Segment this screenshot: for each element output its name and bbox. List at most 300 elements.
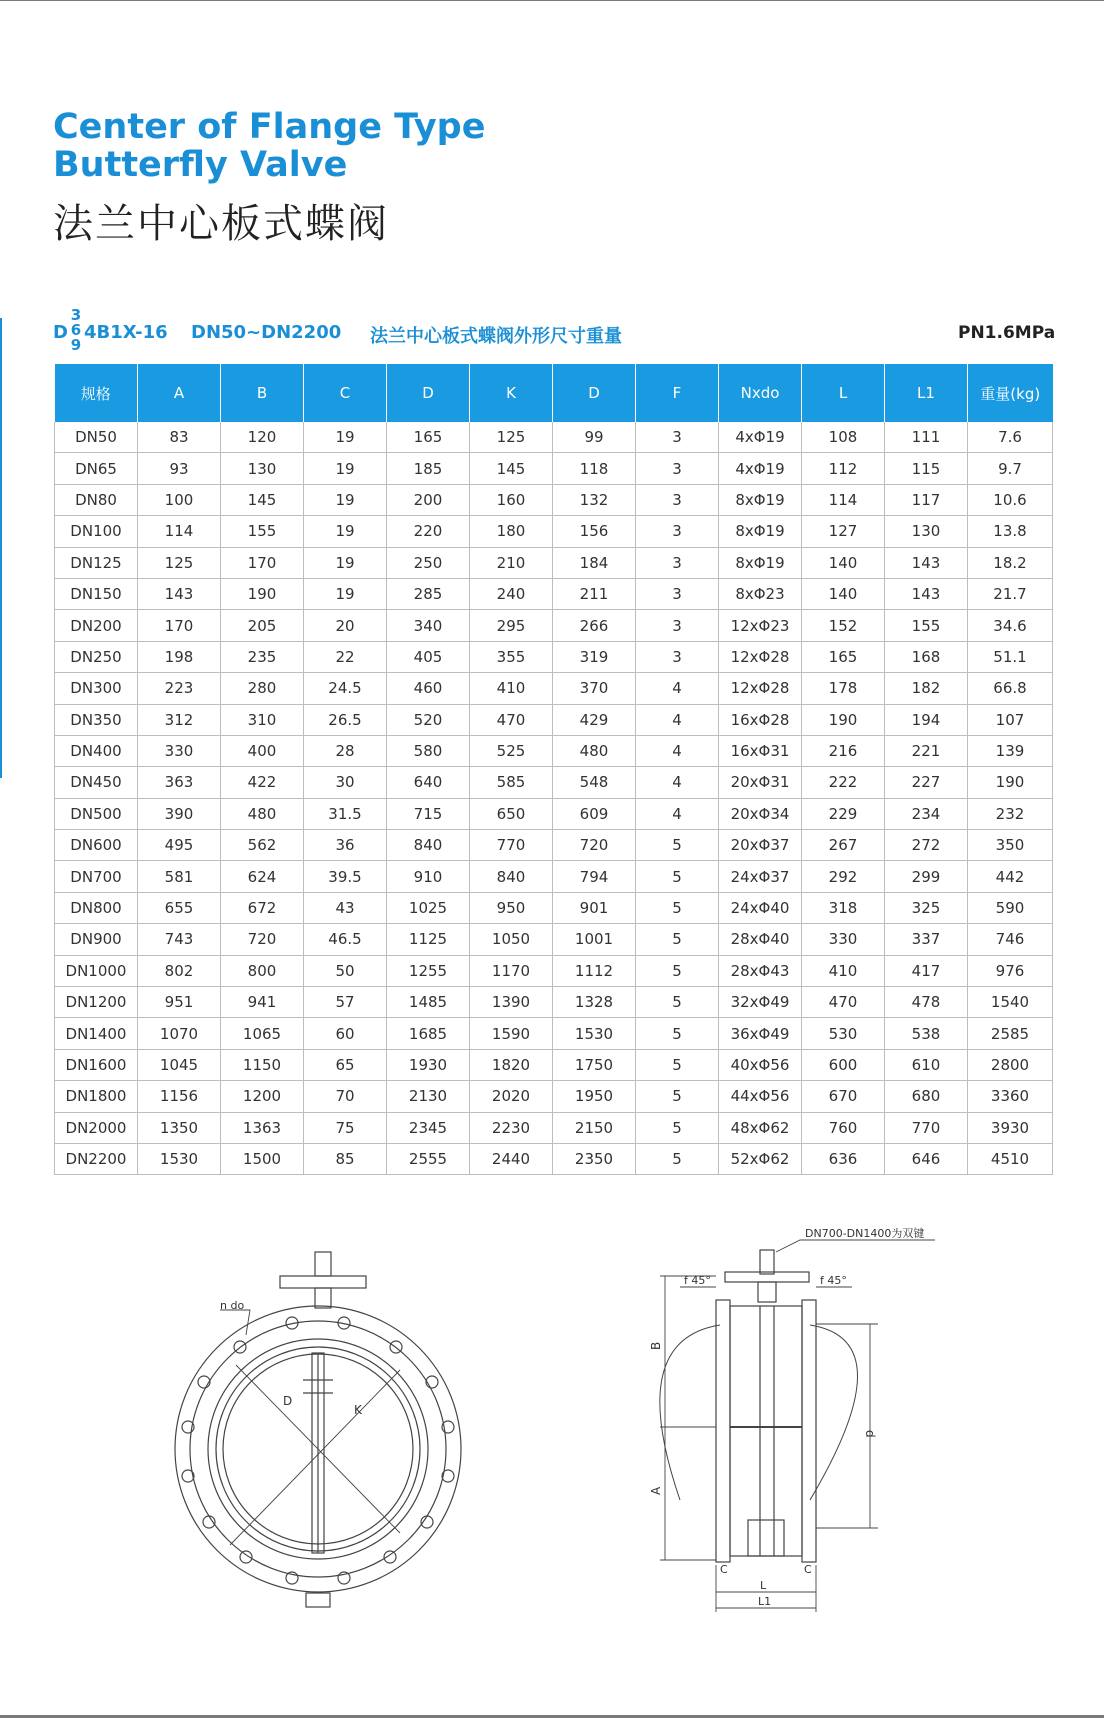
table-cell: 350 <box>968 830 1053 861</box>
table-cell: 50 <box>304 955 387 986</box>
table-cell: 117 <box>885 484 968 515</box>
table-cell: 715 <box>387 798 470 829</box>
table-cell: 538 <box>885 1018 968 1049</box>
table-cell: 525 <box>470 735 553 766</box>
table-row <box>55 955 1053 986</box>
table-row <box>55 422 1053 453</box>
table-cell: 165 <box>802 641 885 672</box>
table-cell: 108 <box>802 422 885 453</box>
table-cell: DN600 <box>55 830 138 861</box>
table-cell: 5 <box>636 955 719 986</box>
table-cell: DN2200 <box>55 1143 138 1174</box>
model-range: DN50~DN2200 <box>191 322 342 343</box>
table-cell: 184 <box>553 547 636 578</box>
column-header: D <box>553 364 636 422</box>
table-cell: 112 <box>802 453 885 484</box>
table-cell: 951 <box>138 987 221 1018</box>
table-cell: 2585 <box>968 1018 1053 1049</box>
table-cell: DN400 <box>55 735 138 766</box>
table-cell: DN800 <box>55 892 138 923</box>
table-cell: 232 <box>968 798 1053 829</box>
table-cell: 111 <box>885 422 968 453</box>
table-cell: 5 <box>636 861 719 892</box>
table-cell: 1112 <box>553 955 636 986</box>
table-cell: 460 <box>387 673 470 704</box>
table-cell: 530 <box>802 1018 885 1049</box>
table-cell: DN350 <box>55 704 138 735</box>
table-cell: 581 <box>138 861 221 892</box>
table-cell: 44xΦ56 <box>719 1081 802 1112</box>
table-cell: 210 <box>470 547 553 578</box>
side-stem-top <box>760 1250 774 1274</box>
model-description: 法兰中心板式蝶阀外形尺寸重量 <box>370 326 622 347</box>
table-cell: 140 <box>802 578 885 609</box>
table-cell: 480 <box>221 798 304 829</box>
table-cell: 1750 <box>553 1049 636 1080</box>
table-row <box>55 673 1053 704</box>
label-L: L <box>760 1579 767 1592</box>
table-cell: 21.7 <box>968 578 1053 609</box>
model-prefix: D <box>53 322 68 343</box>
table-cell: 770 <box>885 1112 968 1143</box>
ndo-leader <box>220 1310 250 1335</box>
table-cell: 390 <box>138 798 221 829</box>
table-cell: 205 <box>221 610 304 641</box>
table-cell: 155 <box>885 610 968 641</box>
table-cell: 1328 <box>553 987 636 1018</box>
table-cell: 266 <box>553 610 636 641</box>
table-cell: 190 <box>968 767 1053 798</box>
table-cell: 417 <box>885 955 968 986</box>
label-D: D <box>283 1394 293 1408</box>
table-cell: 4 <box>636 798 719 829</box>
table-cell: 5 <box>636 1112 719 1143</box>
table-cell: 480 <box>553 735 636 766</box>
table-cell: 636 <box>802 1143 885 1174</box>
table-row <box>55 704 1053 735</box>
table-cell: 19 <box>304 422 387 453</box>
table-cell: 52xΦ62 <box>719 1143 802 1174</box>
title-en-line2: Butterfly Valve <box>53 145 348 185</box>
table-cell: 355 <box>470 641 553 672</box>
title-chinese: 法兰中心板式蝶阀 <box>53 201 389 247</box>
table-cell: 410 <box>470 673 553 704</box>
label-C-left: C <box>720 1563 728 1576</box>
model-stack-bottom: 9 <box>70 336 82 354</box>
table-row <box>55 1081 1053 1112</box>
table-cell: 1590 <box>470 1018 553 1049</box>
table-cell: 127 <box>802 516 885 547</box>
table-cell: DN1400 <box>55 1018 138 1049</box>
table-cell: 2800 <box>968 1049 1053 1080</box>
table-cell: 75 <box>304 1112 387 1143</box>
table-cell: 19 <box>304 453 387 484</box>
bottom-hub <box>748 1520 784 1556</box>
body <box>730 1306 802 1556</box>
table-cell: 1685 <box>387 1018 470 1049</box>
table-cell: 57 <box>304 987 387 1018</box>
table-cell: DN300 <box>55 673 138 704</box>
label-f45-right: f 45° <box>820 1274 847 1287</box>
table-cell: DN1800 <box>55 1081 138 1112</box>
table-row <box>55 987 1053 1018</box>
left-flange <box>716 1300 730 1562</box>
table-row <box>55 892 1053 923</box>
table-cell: 178 <box>802 673 885 704</box>
table-cell: 478 <box>885 987 968 1018</box>
table-cell: 211 <box>553 578 636 609</box>
table-cell: 51.1 <box>968 641 1053 672</box>
table-cell: 198 <box>138 641 221 672</box>
table-cell: 720 <box>553 830 636 861</box>
table-cell: 1025 <box>387 892 470 923</box>
column-header: L1 <box>885 364 968 422</box>
table-cell: 330 <box>138 735 221 766</box>
table-cell: 1125 <box>387 924 470 955</box>
technical-drawings <box>0 1170 1104 1710</box>
table-cell: 155 <box>221 516 304 547</box>
table-cell: 19 <box>304 578 387 609</box>
table-cell: 4 <box>636 767 719 798</box>
table-cell: 24xΦ40 <box>719 892 802 923</box>
spec-table-body <box>55 422 1053 1175</box>
table-cell: 13.8 <box>968 516 1053 547</box>
table-cell: 442 <box>968 861 1053 892</box>
table-cell: 223 <box>138 673 221 704</box>
table-cell: 3 <box>636 610 719 641</box>
table-cell: 168 <box>885 641 968 672</box>
table-cell: DN2000 <box>55 1112 138 1143</box>
table-cell: 840 <box>387 830 470 861</box>
table-cell: 48xΦ62 <box>719 1112 802 1143</box>
table-cell: 5 <box>636 987 719 1018</box>
table-row <box>55 641 1053 672</box>
table-cell: 1500 <box>221 1143 304 1174</box>
table-cell: 3 <box>636 516 719 547</box>
table-cell: 12xΦ23 <box>719 610 802 641</box>
table-cell: 43 <box>304 892 387 923</box>
table-cell: 548 <box>553 767 636 798</box>
table-cell: 143 <box>885 547 968 578</box>
table-cell: 16xΦ28 <box>719 704 802 735</box>
table-cell: 337 <box>885 924 968 955</box>
table-row <box>55 861 1053 892</box>
model-line <box>53 306 1056 354</box>
table-cell: 340 <box>387 610 470 641</box>
table-cell: 190 <box>802 704 885 735</box>
table-cell: 143 <box>885 578 968 609</box>
table-row <box>55 484 1053 515</box>
table-cell: 115 <box>885 453 968 484</box>
bolt-hole <box>442 1470 454 1482</box>
table-cell: 1065 <box>221 1018 304 1049</box>
table-cell: 976 <box>968 955 1053 986</box>
dimension-line-K <box>230 1370 400 1545</box>
column-header: 规格 <box>55 364 138 422</box>
table-cell: 1930 <box>387 1049 470 1080</box>
label-B: B <box>649 1341 663 1350</box>
column-header: 重量(kg) <box>968 364 1053 422</box>
table-row <box>55 453 1053 484</box>
table-cell: 422 <box>221 767 304 798</box>
table-cell: 280 <box>221 673 304 704</box>
bolt-hole <box>182 1470 194 1482</box>
table-cell: 85 <box>304 1143 387 1174</box>
column-header: K <box>470 364 553 422</box>
table-cell: 125 <box>470 422 553 453</box>
table-cell: 28 <box>304 735 387 766</box>
table-cell: DN125 <box>55 547 138 578</box>
pressure-rating: PN1.6MPa <box>958 323 1056 343</box>
table-cell: 680 <box>885 1081 968 1112</box>
column-header: C <box>304 364 387 422</box>
table-cell: 83 <box>138 422 221 453</box>
table-cell: 1350 <box>138 1112 221 1143</box>
table-cell: 370 <box>553 673 636 704</box>
table-row <box>55 547 1053 578</box>
table-cell: 229 <box>802 798 885 829</box>
column-header: L <box>802 364 885 422</box>
table-cell: 495 <box>138 830 221 861</box>
bolt-hole <box>198 1376 210 1388</box>
table-cell: 2555 <box>387 1143 470 1174</box>
table-cell: 4 <box>636 735 719 766</box>
table-cell: 170 <box>138 610 221 641</box>
table-cell: 1530 <box>138 1143 221 1174</box>
table-cell: 1530 <box>553 1018 636 1049</box>
table-cell: DN700 <box>55 861 138 892</box>
table-cell: 20 <box>304 610 387 641</box>
table-cell: 8xΦ19 <box>719 516 802 547</box>
label-A: A <box>649 1486 663 1495</box>
table-cell: 5 <box>636 892 719 923</box>
table-cell: 250 <box>387 547 470 578</box>
table-cell: 746 <box>968 924 1053 955</box>
column-header: B <box>221 364 304 422</box>
table-cell: DN500 <box>55 798 138 829</box>
table-cell: 794 <box>553 861 636 892</box>
table-cell: 66.8 <box>968 673 1053 704</box>
model-code: 4B1X-16 <box>84 322 168 343</box>
table-cell: 240 <box>470 578 553 609</box>
table-cell: 3 <box>636 422 719 453</box>
table-cell: 5 <box>636 1018 719 1049</box>
table-cell: 562 <box>221 830 304 861</box>
disc-arc <box>660 1325 858 1500</box>
table-cell: 8xΦ19 <box>719 484 802 515</box>
table-cell: 3360 <box>968 1081 1053 1112</box>
table-cell: 655 <box>138 892 221 923</box>
table-cell: 1070 <box>138 1018 221 1049</box>
table-cell: 170 <box>221 547 304 578</box>
table-cell: 4xΦ19 <box>719 422 802 453</box>
stem-top <box>315 1252 331 1276</box>
bottom-lug <box>306 1593 330 1607</box>
spec-table-header <box>55 364 1053 422</box>
table-cell: 1156 <box>138 1081 221 1112</box>
table-cell: 743 <box>138 924 221 955</box>
table-cell: 46.5 <box>304 924 387 955</box>
table-cell: 5 <box>636 1081 719 1112</box>
model-stack <box>70 308 82 353</box>
table-cell: 2020 <box>470 1081 553 1112</box>
table-cell: 672 <box>221 892 304 923</box>
table-row <box>55 767 1053 798</box>
table-cell: 140 <box>802 547 885 578</box>
table-cell: 670 <box>802 1081 885 1112</box>
label-C-right: C <box>804 1563 812 1576</box>
bolt-hole <box>426 1376 438 1388</box>
table-cell: 160 <box>470 484 553 515</box>
table-cell: 950 <box>470 892 553 923</box>
table-cell: 941 <box>221 987 304 1018</box>
table-cell: 650 <box>470 798 553 829</box>
table-cell: DN1000 <box>55 955 138 986</box>
table-cell: DN900 <box>55 924 138 955</box>
title-en-line1: Center of Flange Type <box>53 107 486 147</box>
table-row <box>55 578 1053 609</box>
table-cell: 26.5 <box>304 704 387 735</box>
table-cell: 222 <box>802 767 885 798</box>
table-cell: DN50 <box>55 422 138 453</box>
table-row <box>55 1049 1053 1080</box>
table-cell: 1150 <box>221 1049 304 1080</box>
table-cell: 221 <box>885 735 968 766</box>
column-header: D <box>387 364 470 422</box>
table-cell: 4xΦ19 <box>719 453 802 484</box>
table-cell: 3 <box>636 578 719 609</box>
table-cell: 318 <box>802 892 885 923</box>
table-cell: DN200 <box>55 610 138 641</box>
table-cell: 234 <box>885 798 968 829</box>
table-cell: 640 <box>387 767 470 798</box>
table-cell: 1255 <box>387 955 470 986</box>
table-cell: 770 <box>470 830 553 861</box>
right-flange <box>802 1300 816 1562</box>
table-cell: 182 <box>885 673 968 704</box>
table-cell: 285 <box>387 578 470 609</box>
table-cell: 36xΦ49 <box>719 1018 802 1049</box>
table-cell: 130 <box>221 453 304 484</box>
table-cell: 132 <box>553 484 636 515</box>
table-cell: 800 <box>221 955 304 986</box>
top-mounting-plate <box>280 1276 366 1288</box>
table-cell: 19 <box>304 484 387 515</box>
table-row <box>55 798 1053 829</box>
table-cell: 8xΦ23 <box>719 578 802 609</box>
table-cell: 19 <box>304 516 387 547</box>
table-cell: 39.5 <box>304 861 387 892</box>
table-cell: 20xΦ31 <box>719 767 802 798</box>
table-cell: 1363 <box>221 1112 304 1143</box>
table-cell: 9.7 <box>968 453 1053 484</box>
table-cell: 156 <box>553 516 636 547</box>
table-cell: 4 <box>636 704 719 735</box>
table-cell: 70 <box>304 1081 387 1112</box>
table-cell: 1540 <box>968 987 1053 1018</box>
table-cell: 24.5 <box>304 673 387 704</box>
table-cell: 185 <box>387 453 470 484</box>
table-row <box>55 1018 1053 1049</box>
table-cell: 2150 <box>553 1112 636 1143</box>
model-stack-mid: 6 <box>70 321 82 339</box>
table-cell: 60 <box>304 1018 387 1049</box>
stem-neck <box>315 1288 331 1308</box>
table-row <box>55 610 1053 641</box>
table-row <box>55 1112 1053 1143</box>
table-cell: 405 <box>387 641 470 672</box>
table-cell: 267 <box>802 830 885 861</box>
table-cell: 165 <box>387 422 470 453</box>
table-cell: 120 <box>221 422 304 453</box>
table-cell: 1950 <box>553 1081 636 1112</box>
table-cell: 2230 <box>470 1112 553 1143</box>
table-cell: 130 <box>885 516 968 547</box>
table-cell: 802 <box>138 955 221 986</box>
table-cell: DN1200 <box>55 987 138 1018</box>
table-cell: 760 <box>802 1112 885 1143</box>
table-cell: 28xΦ43 <box>719 955 802 986</box>
table-cell: 3 <box>636 453 719 484</box>
table-cell: 114 <box>802 484 885 515</box>
table-cell: 34.6 <box>968 610 1053 641</box>
table-cell: 30 <box>304 767 387 798</box>
table-cell: 580 <box>387 735 470 766</box>
table-cell: 5 <box>636 1049 719 1080</box>
table-row <box>55 735 1053 766</box>
table-cell: 590 <box>968 892 1053 923</box>
table-row <box>55 924 1053 955</box>
table-cell: 36 <box>304 830 387 861</box>
table-cell: 600 <box>802 1049 885 1080</box>
table-cell: 429 <box>553 704 636 735</box>
table-cell: 99 <box>553 422 636 453</box>
table-cell: DN250 <box>55 641 138 672</box>
table-cell: 4510 <box>968 1143 1053 1174</box>
table-cell: 65 <box>304 1049 387 1080</box>
table-cell: 720 <box>221 924 304 955</box>
table-cell: 31.5 <box>304 798 387 829</box>
table-cell: 194 <box>885 704 968 735</box>
table-cell: 3 <box>636 547 719 578</box>
table-cell: 470 <box>802 987 885 1018</box>
table-cell: 145 <box>470 453 553 484</box>
label-note: DN700-DN1400为双键 <box>805 1227 925 1240</box>
table-cell: DN150 <box>55 578 138 609</box>
model-stack-top: 3 <box>70 306 82 324</box>
header-row <box>55 364 1053 422</box>
table-cell: 118 <box>553 453 636 484</box>
table-cell: 624 <box>221 861 304 892</box>
table-cell: 410 <box>802 955 885 986</box>
column-header: A <box>138 364 221 422</box>
table-cell: 2440 <box>470 1143 553 1174</box>
table-row <box>55 830 1053 861</box>
table-cell: 12xΦ28 <box>719 673 802 704</box>
table-cell: 180 <box>470 516 553 547</box>
table-cell: 2130 <box>387 1081 470 1112</box>
table-cell: 220 <box>387 516 470 547</box>
table-cell: 325 <box>885 892 968 923</box>
table-cell: 312 <box>138 704 221 735</box>
table-cell: 1820 <box>470 1049 553 1080</box>
table-cell: 1170 <box>470 955 553 986</box>
table-cell: 901 <box>553 892 636 923</box>
table-cell: 7.6 <box>968 422 1053 453</box>
table-cell: 10.6 <box>968 484 1053 515</box>
table-cell: 5 <box>636 924 719 955</box>
table-cell: 3930 <box>968 1112 1053 1143</box>
